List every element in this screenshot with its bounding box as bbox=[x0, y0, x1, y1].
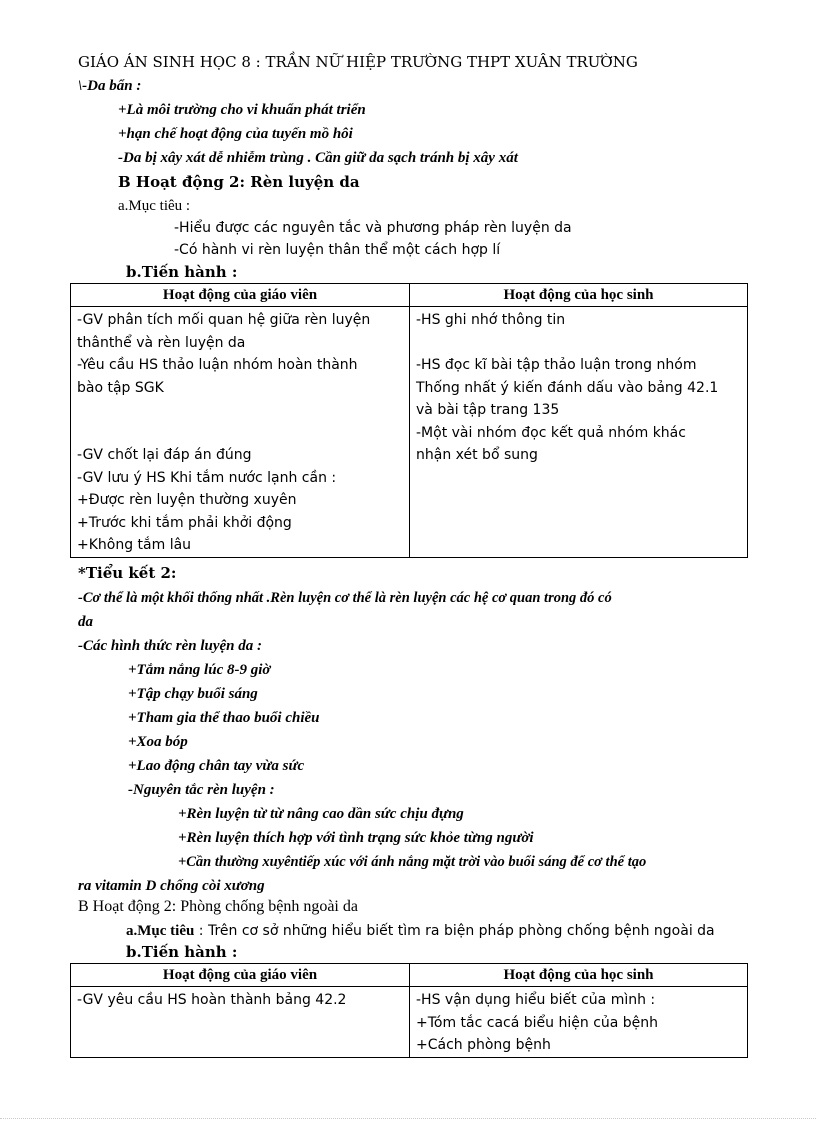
teacher-line: -GV chốt lại đáp án đúng bbox=[77, 447, 252, 463]
col-student-header: Hoạt động của học sinh bbox=[410, 284, 748, 307]
student-cell bbox=[410, 307, 748, 558]
intro-line: -Da bị xây xát dễ nhiễm trùng . Cần giữ da sạch tránh bị xây xát bbox=[118, 150, 518, 166]
teacher-line: -Yêu cầu HS thảo luận nhóm hoàn thành bbox=[77, 357, 358, 373]
intro-line: +hạn chế hoạt động của tuyến mồ hôi bbox=[118, 126, 353, 142]
student-line: +Tóm tắc cacá biểu hiện của bệnh bbox=[416, 1014, 659, 1031]
student-line: nhận xét bổ sung bbox=[416, 447, 538, 463]
student-line: -Một vài nhóm đọc kết quả nhóm khác bbox=[416, 424, 686, 441]
page-bottom-edge bbox=[0, 1118, 816, 1119]
student-line: -HS vận dụng hiểu biết của mình : bbox=[416, 992, 656, 1008]
teacher-line: thânthể và rèn luyện da bbox=[77, 334, 246, 351]
section2-title: B Hoạt động 2: Phòng chống bệnh ngoài da bbox=[78, 898, 358, 915]
summary-line: -Cơ thể là một khối thống nhất .Rèn luyện cơ thể là rèn luyện các hệ cơ quan trong đó có bbox=[78, 590, 612, 606]
student-line: -HS ghi nhớ thông tin bbox=[416, 312, 566, 328]
section2-objective bbox=[126, 920, 715, 941]
principle-item: +Rèn luyện từ từ nâng cao dần sức chịu đựng bbox=[178, 806, 464, 822]
summary-title: *Tiểu kết 2: bbox=[78, 564, 177, 582]
teacher-line: +Trước khi tắm phải khởi động bbox=[77, 514, 292, 531]
form-item: +Tập chạy buổi sáng bbox=[128, 686, 258, 702]
student-line: -HS đọc kĩ bài tập thảo luận trong nhóm bbox=[416, 357, 697, 373]
activity-table-1 bbox=[70, 283, 748, 558]
section2-procedure-label: b.Tiến hành : bbox=[126, 943, 238, 961]
section2-objective-label: a.Mục tiêu bbox=[126, 923, 195, 939]
student-line: Thống nhất ý kiến đánh dấu vào bảng 42.1 bbox=[416, 379, 719, 396]
teacher-cell bbox=[71, 987, 410, 1058]
teacher-line: -GV yêu cầu HS hoàn thành bảng 42.2 bbox=[77, 992, 347, 1008]
principle-label: -Nguyên tắc rèn luyện : bbox=[128, 782, 275, 798]
teacher-line: -GV phân tích mối quan hệ giữa rèn luyện bbox=[77, 312, 371, 328]
student-cell bbox=[410, 987, 748, 1058]
col-student-header: Hoạt động của học sinh bbox=[410, 964, 748, 987]
form-item: +Tham gia thể thao buổi chiều bbox=[128, 710, 320, 726]
form-item: +Xoa bóp bbox=[128, 734, 188, 750]
intro-line: +Là môi trường cho vi khuẩn phát triển bbox=[118, 102, 366, 118]
form-item: +Tắm nắng lúc 8-9 giờ bbox=[128, 662, 271, 678]
forms-label: -Các hình thức rèn luyện da : bbox=[78, 638, 263, 654]
col-teacher-header: Hoạt động của giáo viên bbox=[71, 284, 410, 307]
principle-item: +Rèn luyện thích hợp với tình trạng sức khỏe từng người bbox=[178, 830, 534, 846]
teacher-line: bào tập SGK bbox=[77, 379, 164, 396]
teacher-line: +Không tắm lâu bbox=[77, 537, 192, 553]
teacher-cell bbox=[71, 307, 410, 558]
form-item: +Lao động chân tay vừa sức bbox=[128, 758, 305, 774]
section1-title: B Hoạt động 2: Rèn luyện da bbox=[118, 173, 360, 191]
page-header: GIÁO ÁN SINH HỌC 8 : TRẦN NỮ HIỆP TRƯỜNG THPT XUÂN TRƯỜNG bbox=[78, 53, 638, 71]
student-line: +Cách phòng bệnh bbox=[416, 1037, 551, 1053]
teacher-line: +Được rèn luyện thường xuyên bbox=[77, 492, 297, 508]
activity-table-2 bbox=[70, 963, 748, 1058]
summary-line: da bbox=[78, 614, 93, 630]
student-line: và bài tập trang 135 bbox=[416, 402, 560, 418]
principle-item-cont: ra vitamin D chống còi xương bbox=[78, 878, 265, 894]
section1-procedure-label: b.Tiến hành : bbox=[126, 263, 238, 281]
section1-objective: -Có hành vi rèn luyện thân thể một cách hợp lí bbox=[174, 242, 501, 258]
principle-item: +Cần thường xuyêntiếp xúc với ánh nắng mặt trời vào buổi sáng để cơ thể tạo bbox=[178, 854, 647, 870]
col-teacher-header: Hoạt động của giáo viên bbox=[71, 964, 410, 987]
section1-objective-label: a.Mục tiêu : bbox=[118, 198, 191, 214]
section2-objective-text: : Trên cơ sở những hiểu biết tìm ra biện pháp phòng chống bệnh ngoài da bbox=[194, 923, 715, 939]
teacher-line: -GV lưu ý HS Khi tắm nước lạnh cần : bbox=[77, 469, 337, 486]
section1-objective: -Hiểu được các nguyên tắc và phương pháp rèn luyện da bbox=[174, 220, 572, 236]
dirty-skin-heading: \-Da bẩn : bbox=[78, 78, 142, 94]
